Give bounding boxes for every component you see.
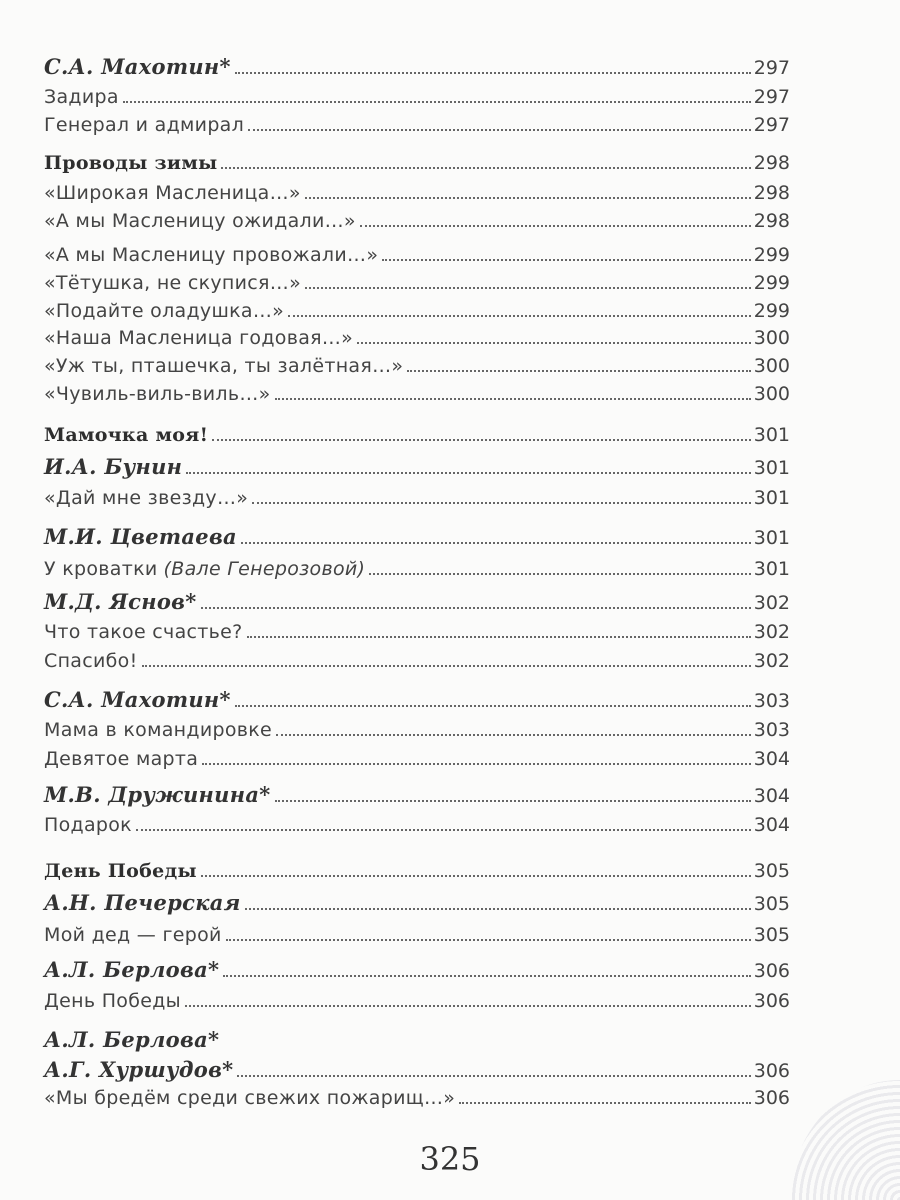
entry-title: «Мы бредём среди свежих пожарищ…» bbox=[44, 1087, 456, 1109]
toc-entry-item bbox=[44, 810, 790, 840]
entry-page: 305 bbox=[753, 860, 790, 882]
toc-entry-item bbox=[44, 268, 790, 298]
entry-title: Мамочка моя! bbox=[44, 424, 209, 446]
entry-title: И.А. Бунин bbox=[44, 454, 183, 479]
entry-page: 297 bbox=[753, 57, 790, 79]
entry-title: «Чувиль-виль-виль…» bbox=[44, 383, 271, 405]
dot-leader bbox=[245, 908, 751, 910]
entry-page: 301 bbox=[753, 558, 790, 580]
toc-entry-author bbox=[44, 955, 790, 985]
dot-leader bbox=[247, 636, 751, 638]
dot-leader bbox=[202, 763, 751, 765]
dot-leader bbox=[248, 129, 751, 131]
entry-page: 303 bbox=[753, 719, 790, 741]
entry-page: 303 bbox=[753, 690, 790, 712]
toc-entry-item bbox=[44, 920, 790, 950]
entry-title: Мой дед — герой bbox=[44, 924, 222, 946]
entry-title: А.Л. Берлова* bbox=[44, 1027, 220, 1052]
toc-entry-author bbox=[44, 1055, 790, 1085]
entry-title: С.А. Махотин* bbox=[44, 687, 231, 712]
entry-subtitle: (Вале Генерозовой) bbox=[163, 558, 366, 580]
entry-title: «Подайте оладушка…» bbox=[44, 300, 285, 322]
entry-page: 302 bbox=[753, 592, 790, 614]
toc-entry-item bbox=[44, 240, 790, 270]
entry-title: А.Л. Берлова* bbox=[44, 957, 220, 982]
toc-entry-author bbox=[44, 587, 790, 617]
entry-page: 305 bbox=[753, 924, 790, 946]
dot-leader bbox=[223, 975, 750, 977]
toc-entry-section bbox=[44, 856, 790, 886]
entry-title: День Победы bbox=[44, 860, 197, 882]
entry-title: А.Н. Печерская bbox=[44, 890, 241, 915]
entry-page: 298 bbox=[753, 152, 790, 174]
toc-entry-item bbox=[44, 646, 790, 676]
entry-title: Что такое счастье? bbox=[44, 621, 243, 643]
dot-leader bbox=[237, 1075, 750, 1077]
toc-entry-item bbox=[44, 483, 790, 513]
page-number: 325 bbox=[419, 1140, 481, 1178]
entry-title: У кроватки bbox=[44, 558, 158, 580]
dot-leader bbox=[185, 1005, 751, 1007]
toc-entry-item bbox=[44, 986, 790, 1016]
entry-page: 301 bbox=[753, 487, 790, 509]
toc-entry-item bbox=[44, 296, 790, 326]
dot-leader bbox=[288, 315, 751, 317]
dot-leader bbox=[201, 875, 751, 877]
toc-entry-item bbox=[44, 617, 790, 647]
entry-title: «Уж ты, пташечка, ты залётная…» bbox=[44, 355, 404, 377]
entry-page: 304 bbox=[753, 814, 790, 836]
entry-page: 306 bbox=[753, 960, 790, 982]
entry-title: Задира bbox=[44, 86, 119, 108]
toc-entry-item bbox=[44, 715, 790, 745]
toc-entry-section bbox=[44, 148, 790, 178]
entry-title: Мама в командировке bbox=[44, 719, 273, 741]
entry-page: 306 bbox=[753, 1060, 790, 1082]
entry-page: 300 bbox=[753, 327, 790, 349]
dot-leader bbox=[226, 939, 751, 941]
dot-leader bbox=[123, 101, 751, 103]
entry-title: С.А. Махотин* bbox=[44, 54, 231, 79]
dot-leader bbox=[459, 1102, 751, 1104]
toc-entry-item bbox=[44, 82, 790, 112]
dot-leader bbox=[186, 472, 750, 474]
toc-entry-item bbox=[44, 323, 790, 353]
dot-leader bbox=[275, 398, 751, 400]
dot-leader bbox=[369, 573, 750, 575]
decorative-swirl bbox=[790, 1080, 900, 1200]
toc-entry-author bbox=[44, 1025, 790, 1055]
dot-leader bbox=[407, 370, 750, 372]
entry-page: 299 bbox=[753, 244, 790, 266]
toc-entry-item bbox=[44, 110, 790, 140]
dot-leader bbox=[221, 167, 750, 169]
entry-title: «А мы Масленицу ожидали…» bbox=[44, 210, 356, 232]
entry-page: 301 bbox=[753, 457, 790, 479]
entry-title: А.Г. Хуршудов* bbox=[44, 1057, 234, 1082]
entry-page: 299 bbox=[753, 300, 790, 322]
entry-title: Генерал и адмирал bbox=[44, 114, 245, 136]
entry-page: 301 bbox=[753, 527, 790, 549]
dot-leader bbox=[241, 542, 751, 544]
toc-entry-author bbox=[44, 452, 790, 482]
toc-entry-item bbox=[44, 744, 790, 774]
dot-leader bbox=[276, 734, 751, 736]
entry-title: «Наша Масленица годовая…» bbox=[44, 327, 354, 349]
toc-entry-item bbox=[44, 351, 790, 381]
dot-leader bbox=[235, 705, 751, 707]
entry-page: 300 bbox=[753, 383, 790, 405]
toc-entry-item bbox=[44, 1083, 790, 1113]
entry-page: 302 bbox=[753, 650, 790, 672]
toc-entry-item bbox=[44, 178, 790, 208]
dot-leader bbox=[252, 502, 751, 504]
entry-title: «Широкая Масленица…» bbox=[44, 182, 301, 204]
dot-leader bbox=[142, 665, 751, 667]
entry-title: Спасибо! bbox=[44, 650, 138, 672]
dot-leader bbox=[212, 439, 751, 441]
dot-leader bbox=[382, 259, 750, 261]
entry-page: 304 bbox=[753, 748, 790, 770]
entry-title: Девятое марта bbox=[44, 748, 199, 770]
toc-entry-section bbox=[44, 420, 790, 450]
toc-entry-author bbox=[44, 888, 790, 918]
toc-entry-author bbox=[44, 685, 790, 715]
toc-entry-item bbox=[44, 379, 790, 409]
dot-leader bbox=[235, 72, 751, 74]
entry-page: 302 bbox=[753, 621, 790, 643]
entry-page: 298 bbox=[753, 210, 790, 232]
toc-entry-author bbox=[44, 522, 790, 552]
dot-leader bbox=[136, 829, 751, 831]
dot-leader bbox=[275, 800, 751, 802]
entry-title: «Тётушка, не скупися…» bbox=[44, 272, 302, 294]
dot-leader bbox=[305, 287, 751, 289]
entry-title: «Дай мне звезду…» bbox=[44, 487, 249, 509]
entry-page: 297 bbox=[753, 86, 790, 108]
dot-leader bbox=[201, 607, 751, 609]
entry-page: 306 bbox=[753, 990, 790, 1012]
entry-title: «А мы Масленицу провожали…» bbox=[44, 244, 379, 266]
entry-page: 306 bbox=[753, 1087, 790, 1109]
entry-page: 300 bbox=[753, 355, 790, 377]
entry-title: М.И. Цветаева bbox=[44, 524, 237, 549]
entry-page: 297 bbox=[753, 114, 790, 136]
entry-title: Подарок bbox=[44, 814, 132, 836]
entry-page: 298 bbox=[753, 182, 790, 204]
entry-title: М.В. Дружинина* bbox=[44, 782, 271, 807]
entry-title: Проводы зимы bbox=[44, 152, 218, 174]
entry-title: День Победы bbox=[44, 990, 181, 1012]
dot-leader bbox=[305, 197, 751, 199]
toc-entry-author bbox=[44, 780, 790, 810]
toc-entry-author bbox=[44, 52, 790, 82]
dot-leader bbox=[360, 225, 751, 227]
toc-entry-item bbox=[44, 206, 790, 236]
entry-page: 304 bbox=[753, 785, 790, 807]
entry-page: 305 bbox=[753, 893, 790, 915]
entry-title: М.Д. Яснов* bbox=[44, 589, 197, 614]
entry-page: 299 bbox=[753, 272, 790, 294]
entry-page: 301 bbox=[753, 424, 790, 446]
toc-entry-item bbox=[44, 554, 790, 584]
dot-leader bbox=[357, 342, 751, 344]
